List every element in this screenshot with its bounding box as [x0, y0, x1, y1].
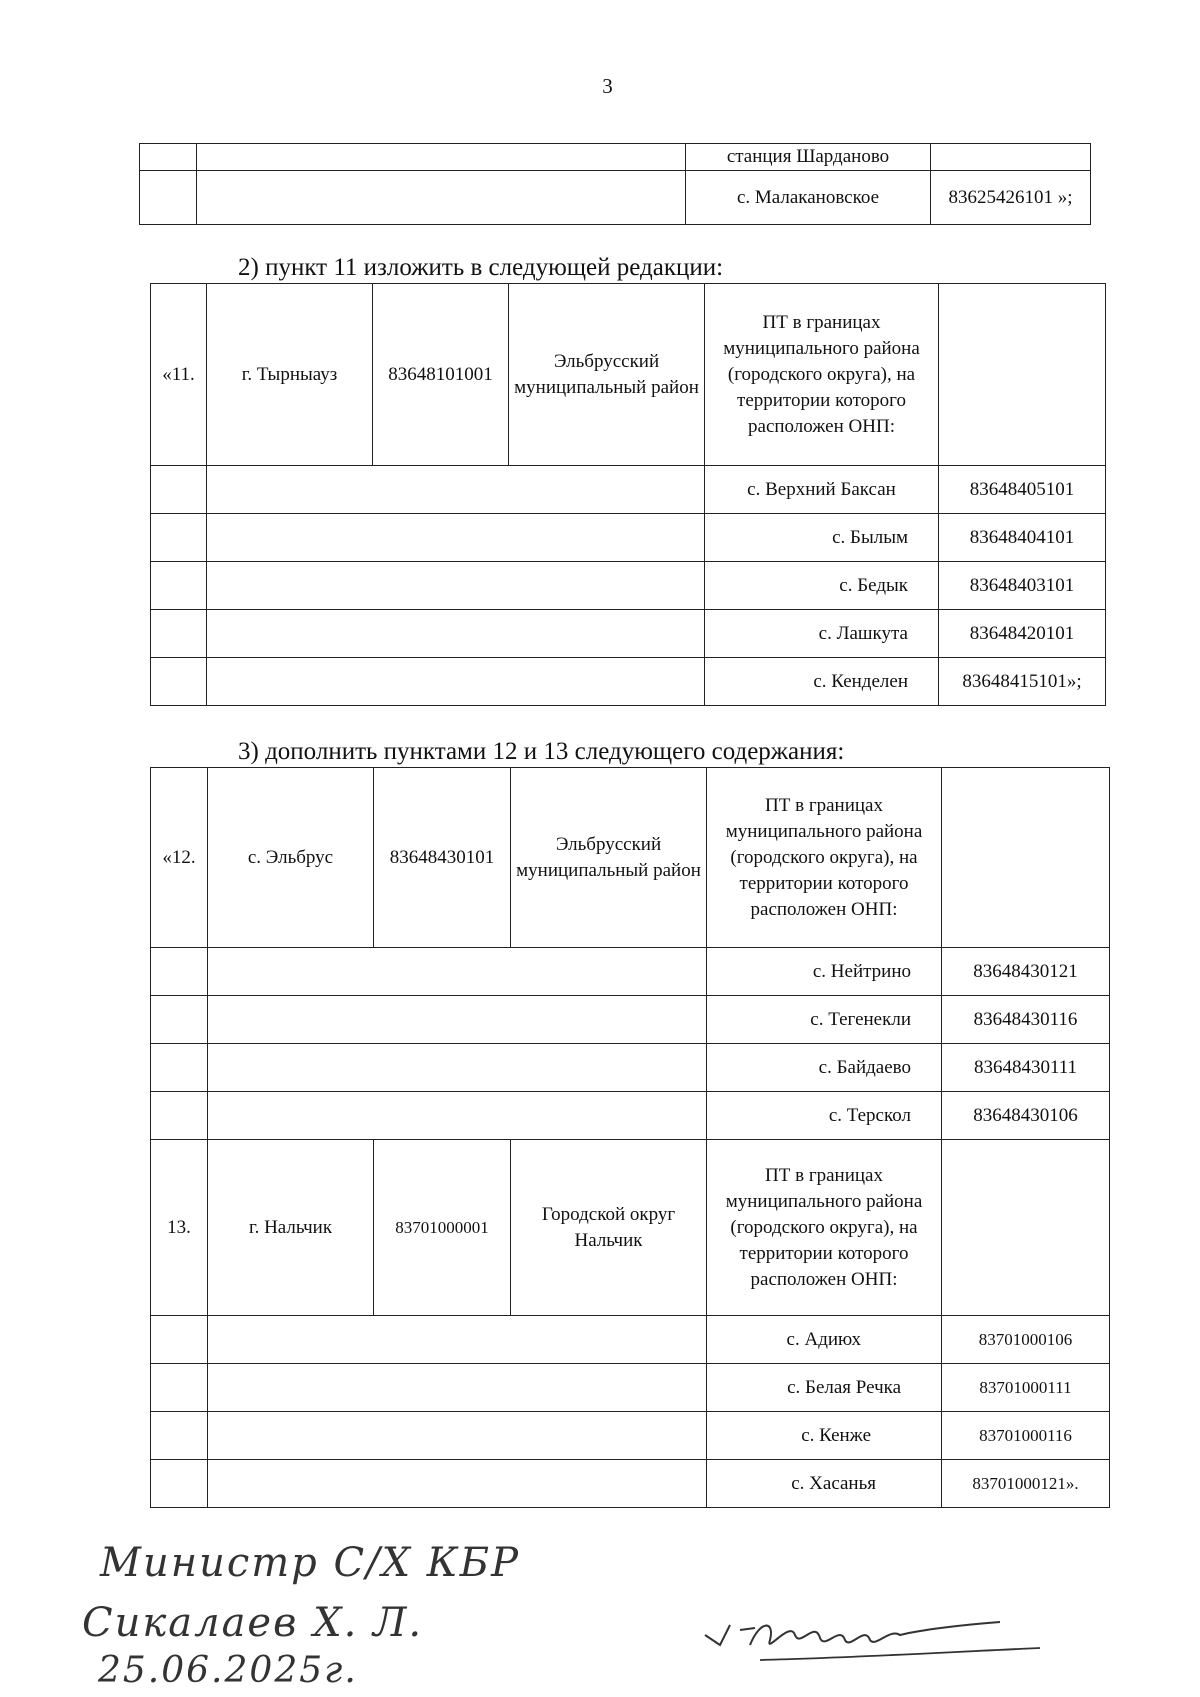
handwritten-title: Министр С/Х КБР	[100, 1540, 521, 1586]
place-cell: с. Верхний Баксан	[705, 466, 939, 514]
place-cell: с. Тегенекли	[707, 996, 942, 1044]
table-row	[151, 1044, 1110, 1092]
place-cell: с. Малакановское	[686, 171, 931, 225]
table-row	[151, 562, 1106, 610]
code-cell: 83648405101	[939, 466, 1106, 514]
code-cell: 83701000106	[942, 1316, 1110, 1364]
code-cell: 83648420101	[939, 610, 1106, 658]
pt-description: ПТ в границах муниципального района (городского округа), на территории которого расположен ОНП:	[707, 768, 942, 948]
table-row	[151, 658, 1106, 706]
settlement-code: 83648430101	[374, 768, 511, 948]
items-12-13-table	[150, 767, 1110, 1508]
extra-cell	[942, 768, 1110, 948]
table-row	[151, 948, 1110, 996]
district-name: Эльбрусский муниципальный район	[511, 768, 707, 948]
place-cell: с. Былым	[705, 514, 939, 562]
handwritten-name: Сикалаев Х. Л.	[82, 1600, 424, 1646]
item-number: 13.	[151, 1140, 208, 1316]
table-row	[140, 144, 1091, 171]
item-number: «11.	[151, 284, 207, 466]
settlement-name: г. Нальчик	[208, 1140, 374, 1316]
place-cell: с. Терскол	[707, 1092, 942, 1140]
table-row	[151, 1140, 1110, 1316]
section-2-heading: 2) пункт 11 изложить в следующей редакции:	[238, 254, 724, 281]
code-cell: 83701000121».	[942, 1460, 1110, 1508]
table-row	[151, 996, 1110, 1044]
code-cell: 83701000116	[942, 1412, 1110, 1460]
place-cell: с. Кенже	[707, 1412, 942, 1460]
extra-cell	[942, 1140, 1110, 1316]
code-cell: 83648430106	[942, 1092, 1110, 1140]
code-cell: 83648430111	[942, 1044, 1110, 1092]
item-11-table	[150, 283, 1106, 706]
pt-description: ПТ в границах муниципального района (городского округа), на территории которого расположен ОНП:	[705, 284, 939, 466]
code-cell: 83648404101	[939, 514, 1106, 562]
table-row	[151, 1316, 1110, 1364]
settlement-code: 83648101001	[373, 284, 509, 466]
place-cell: с. Кенделен	[705, 658, 939, 706]
code-cell: 83648403101	[939, 562, 1106, 610]
table-row	[151, 1092, 1110, 1140]
code-cell: 83701000111	[942, 1364, 1110, 1412]
table-row	[151, 284, 1106, 466]
table-row	[151, 1364, 1110, 1412]
page-number: 3	[602, 74, 613, 98]
district-name: Городской округ Нальчик	[511, 1140, 707, 1316]
code-cell: 83648415101»;	[939, 658, 1106, 706]
place-cell: с. Байдаево	[707, 1044, 942, 1092]
settlement-name: г. Тырныауз	[207, 284, 373, 466]
code-cell: 83648430116	[942, 996, 1110, 1044]
district-name: Эльбрусский муниципальный район	[509, 284, 705, 466]
pt-description: ПТ в границах муниципального района (городского округа), на территории которого расположен ОНП:	[707, 1140, 942, 1316]
place-cell: с. Адиюх	[707, 1316, 942, 1364]
continuation-table	[139, 143, 1091, 225]
section-3-heading: 3) дополнить пунктами 12 и 13 следующего содержания:	[238, 738, 845, 765]
signature	[700, 1590, 1060, 1670]
place-cell: с. Бедык	[705, 562, 939, 610]
settlement-code: 83701000001	[374, 1140, 511, 1316]
code-cell: 83625426101 »;	[931, 171, 1091, 225]
table-row	[151, 514, 1106, 562]
handwritten-date: 25.06.2025г.	[98, 1650, 358, 1691]
place-cell: с. Хасанья	[707, 1460, 942, 1508]
table-row	[151, 610, 1106, 658]
table-row	[151, 768, 1110, 948]
extra-cell	[939, 284, 1106, 466]
table-row	[151, 466, 1106, 514]
place-cell: станция Шарданово	[686, 144, 931, 171]
code-cell: 83648430121	[942, 948, 1110, 996]
settlement-name: с. Эльбрус	[208, 768, 374, 948]
place-cell: с. Лашкута	[705, 610, 939, 658]
item-number: «12.	[151, 768, 208, 948]
table-row	[140, 171, 1091, 225]
table-row	[151, 1460, 1110, 1508]
place-cell: с. Нейтрино	[707, 948, 942, 996]
place-cell: с. Белая Речка	[707, 1364, 942, 1412]
code-cell	[931, 144, 1091, 171]
table-row	[151, 1412, 1110, 1460]
